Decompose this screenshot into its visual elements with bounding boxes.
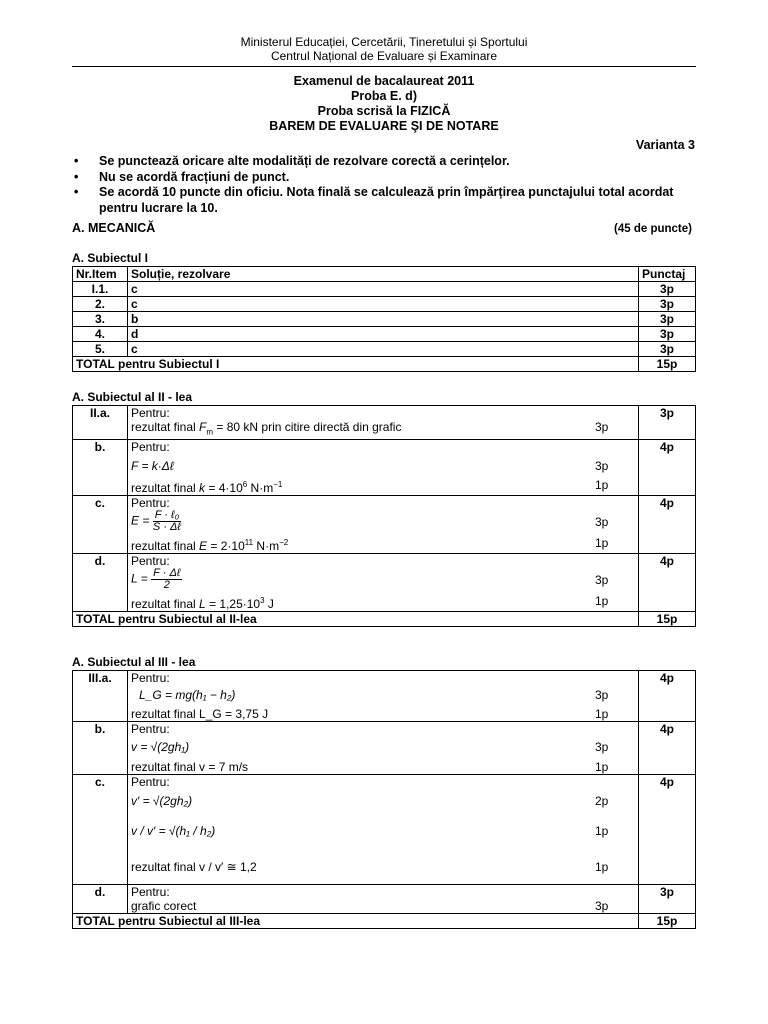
table-row — [73, 342, 696, 357]
result-text: rezultat final L_G = 3,75 J — [131, 707, 269, 721]
pentru-label: Pentru: — [131, 496, 170, 511]
points-cell: 4p — [639, 671, 696, 722]
pentru-label: Pentru: — [131, 671, 170, 685]
item-cell: d. — [73, 885, 128, 914]
fraction — [153, 510, 182, 533]
partial-points: 3p — [595, 740, 609, 754]
header-cell: Nr.Item — [73, 267, 128, 282]
equation: L_G = mg(h₁ − h₂) — [139, 688, 236, 702]
partial-points: 1p — [595, 536, 609, 551]
numerator: F · Δℓ — [153, 567, 181, 580]
solution-cell — [128, 722, 639, 775]
table-row — [73, 312, 696, 327]
equation-lhs: E = — [131, 514, 150, 529]
item-row-d — [73, 554, 696, 612]
pentru-label: Pentru: — [131, 440, 170, 455]
equation: v = √(2gh₁) — [131, 740, 190, 754]
denominator: S · Δℓ — [152, 521, 181, 534]
item-cell: I.1. — [73, 282, 128, 297]
instruction-item: • Se acordă 10 puncte din oficiu. Nota finală se calculează prin împărțirea punctajului total acordat pentru lucrare la 10. — [72, 185, 697, 216]
result-text: grafic corect — [131, 899, 197, 913]
exponent: −1 — [273, 480, 283, 490]
points-cell: 3p — [639, 327, 696, 342]
item-cell: III.a. — [73, 671, 128, 722]
item-row-c — [73, 775, 696, 885]
solution-cell: Pentru: rezultat final $F_m = 80$ kN prin citire directă din grafic 3p — [128, 406, 639, 440]
exponent: 11 — [244, 538, 254, 548]
item-cell: b. — [73, 722, 128, 775]
pentru-label: Pentru: — [131, 722, 170, 736]
solution-cell — [128, 885, 639, 914]
points-cell: 3p — [639, 282, 696, 297]
denominator: 2 — [163, 579, 170, 592]
header-cell: Punctaj — [639, 267, 696, 282]
solution-cell: Pentru: E = $\frac{\text{F · ℓ₀}}{\text{S · Δℓ}}$ 3p rezultat final $E = 2\cdot 10^{11}$ $N\cdot m^{-2}$ 1p — [128, 496, 639, 554]
partial-points: 3p — [595, 572, 609, 587]
item-cell: II.a. — [73, 406, 128, 440]
result-text: rezultat final v / v′ ≅ 1,2 — [131, 860, 257, 874]
s1-table — [72, 266, 696, 372]
pentru-label: Pentru: — [131, 406, 170, 420]
item-cell: 4. — [73, 327, 128, 342]
s1-title: A. Subiectul I — [72, 251, 149, 265]
partial-points: 3p — [595, 514, 609, 529]
partial-points: 3p — [595, 420, 609, 434]
partial-points: 3p — [595, 899, 609, 913]
points-cell: 4p — [639, 722, 696, 775]
exponent: −2 — [279, 538, 289, 548]
item-cell: b. — [73, 440, 128, 496]
points-cell: 3p — [639, 342, 696, 357]
exponent: 3 — [260, 596, 265, 606]
partial-points: 1p — [595, 760, 609, 774]
ministry-name: Ministerul Educației, Cercetării, Tineretului și Sportului — [240, 35, 528, 49]
item-row-c — [73, 496, 696, 554]
solution-cell: Pentru: L = $\frac{\text{F · Δℓ}}{2}$ 3p rezultat final $L = 1,25\cdot 10^3$ J 1p — [128, 554, 639, 612]
partial-points: 3p — [595, 688, 609, 702]
total-row — [73, 914, 696, 929]
partial-points: 2p — [595, 794, 609, 808]
item-cell: d. — [73, 554, 128, 612]
table-header-row — [73, 267, 696, 282]
s3-title: A. Subiectul al III - lea — [72, 655, 196, 669]
solution-cell — [128, 671, 639, 722]
exam-title: Examenul de bacalaureat 2011 — [293, 74, 475, 88]
total-points: 15p — [639, 914, 696, 929]
result-text: rezultat final v = 7 m/s — [131, 760, 249, 774]
instruction-item: • Nu se acordă fracțiuni de punct. — [72, 170, 697, 186]
solution-cell — [128, 775, 639, 885]
answer-cell: c — [128, 342, 639, 357]
partial-points: 1p — [595, 594, 609, 609]
total-points: 15p — [639, 357, 696, 372]
exam-titles — [0, 74, 768, 134]
fraction — [151, 568, 182, 591]
answer-cell: b — [128, 312, 639, 327]
total-label: TOTAL pentru Subiectul al II-lea — [73, 612, 639, 627]
item-row-b — [73, 722, 696, 775]
item-row-a — [73, 406, 696, 440]
answer-cell: c — [128, 297, 639, 312]
table-row — [73, 282, 696, 297]
pentru-label: Pentru: — [131, 885, 170, 899]
partial-points: 1p — [595, 478, 609, 493]
equation: v′ = √(2gh₂) — [131, 794, 193, 808]
written-title: Proba scrisă la FIZICĂ — [317, 104, 451, 118]
points-cell: 3p — [639, 297, 696, 312]
numerator: F · ℓ₀ — [154, 509, 180, 522]
item-cell: 2. — [73, 297, 128, 312]
s2-title: A. Subiectul al II - lea — [72, 390, 193, 404]
table-row — [73, 297, 696, 312]
pentru-label: Pentru: — [131, 554, 170, 569]
answer-cell: d — [128, 327, 639, 342]
partial-points: 1p — [595, 860, 609, 874]
item-row-b — [73, 440, 696, 496]
barem-title: BAREM DE EVALUARE ŞI DE NOTARE — [269, 119, 499, 133]
item-cell: 3. — [73, 312, 128, 327]
item-cell: c. — [73, 496, 128, 554]
total-label: TOTAL pentru Subiectul al III-lea — [73, 914, 639, 929]
equation: F = k·Δℓ — [131, 459, 174, 474]
instruction-item: • Se punctează oricare alte modalități de rezolvare corectă a cerințelor. — [72, 154, 697, 170]
s3-table — [72, 670, 696, 929]
item-row-a — [73, 671, 696, 722]
pentru-label: Pentru: — [131, 775, 170, 789]
answer-cell: c — [128, 282, 639, 297]
total-label: TOTAL pentru Subiectul I — [73, 357, 639, 372]
section-title: A. MECANICĂ — [72, 221, 156, 235]
total-row — [73, 357, 696, 372]
item-cell: 5. — [73, 342, 128, 357]
points-cell: 4p — [639, 775, 696, 885]
center-name: Centrul Național de Evaluare și Examinare — [270, 49, 498, 63]
equation: v / v′ = √(h₁ / h₂) — [131, 824, 216, 838]
equation-lhs: L = — [131, 572, 148, 587]
points-cell: 3p — [639, 406, 696, 440]
total-row — [73, 612, 696, 627]
points-cell: 4p — [639, 554, 696, 612]
result-text: = 80 kN prin citire directă din grafic — [213, 420, 402, 434]
points-cell: 3p — [639, 312, 696, 327]
total-points: 15p — [639, 612, 696, 627]
table-row — [73, 327, 696, 342]
exponent: 6 — [242, 480, 248, 490]
item-cell: c. — [73, 775, 128, 885]
s2-table — [72, 405, 696, 627]
header-cell: Soluție, rezolvare — [128, 267, 639, 282]
partial-points: 3p — [595, 459, 609, 474]
item-row-d — [73, 885, 696, 914]
partial-points: 1p — [595, 824, 609, 838]
variant-label: Varianta 3 — [635, 138, 695, 152]
document-header — [0, 35, 768, 63]
proba-title: Proba E. d) — [351, 89, 417, 103]
section-points: (45 de puncte) — [614, 223, 692, 235]
points-cell: 3p — [639, 885, 696, 914]
solution-cell: Pentru: F = k·Δℓ 3p rezultat final $k = 4\cdot 10^6$ $N\cdot m^{-1}$ 1p — [128, 440, 639, 496]
partial-points: 1p — [595, 707, 609, 721]
header-rule — [72, 66, 696, 67]
instructions-list — [72, 154, 697, 216]
points-cell: 4p — [639, 496, 696, 554]
points-cell: 4p — [639, 440, 696, 496]
